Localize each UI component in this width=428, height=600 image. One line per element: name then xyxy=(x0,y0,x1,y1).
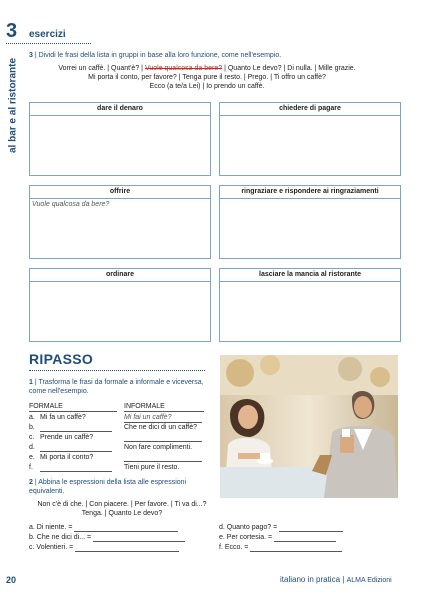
col-rule-formal xyxy=(29,411,117,412)
example-phrase: Vuole qualcosa da bere? xyxy=(144,65,223,72)
table-row: f. Tieni pure il resto. xyxy=(29,464,180,471)
answer-blank[interactable] xyxy=(40,443,112,452)
match-right xyxy=(219,523,409,553)
table-row: a. Mi fa un caffè? Mi fai un caffè? xyxy=(29,413,215,423)
table-row: e. Mi porta il conto? xyxy=(29,453,215,463)
exercise-instruction: Dividi le frasi della lista in gruppi in base alla loro funzione, come nell'esempio. xyxy=(38,52,282,59)
exercise-number: 3 xyxy=(29,52,33,59)
box-chiedere-di-pagare[interactable]: chiedere di pagare xyxy=(219,102,401,176)
page-number: 20 xyxy=(6,575,17,585)
ripasso-title: RIPASSO xyxy=(29,351,94,367)
footer-book: italiano in pratica | ALMA Edizioni xyxy=(280,575,392,584)
unit-number: 3 xyxy=(6,20,18,42)
answer-blank[interactable] xyxy=(40,423,112,432)
list-item: c. Volentieri. = xyxy=(29,543,219,553)
answer-blank[interactable] xyxy=(274,534,336,542)
box-dare-il-denaro[interactable]: dare il denaro xyxy=(29,102,211,176)
match-left xyxy=(29,523,219,553)
table-row: b. Che ne dici di un caffè? xyxy=(29,424,198,431)
answer-blank[interactable] xyxy=(124,433,202,442)
ripasso-ex1-instruction: 1 | Trasforma le frasi da formale a informale e viceversa, come nell'esempio. xyxy=(29,379,204,395)
answer-blank[interactable] xyxy=(74,524,178,532)
expression-list: Non c'è di che. | Con piacere. | Per favore. | Ti va di...? Tenga. | Quanto Le devo? xyxy=(37,501,207,517)
list-item: b. Che ne dici di... = xyxy=(29,533,219,543)
box-ordinare[interactable]: ordinare xyxy=(29,268,211,342)
header-rule xyxy=(6,43,91,44)
table-row: c. Prende un caffè? xyxy=(29,433,215,443)
answer-blank[interactable] xyxy=(124,453,202,462)
list-item: e. Per cortesia. = xyxy=(219,533,409,543)
list-item: a. Di niente. = xyxy=(29,523,219,533)
side-label: al bar e al ristorante xyxy=(7,57,19,154)
exercise-3: 3 | Dividi le frasi della lista in gruppi in base alla loro funzione, come nell'esempio. Vorrei un caffè. | Quant'è? | Vuole qualcosa da bere? | Quanto Le devo? | Di nulla. | Mille grazie. Mi porta il conto, per favore? | Tenga pure il resto. | Prego. | Ti offro un caffè? Ecco (a te/a Lei) | Io prendo un caffè. xyxy=(29,51,409,91)
phrase-list: Vorrei un caffè. | Quant'è? | Vuole qualcosa da bere? | Quanto Le devo? | Di nulla. | Mille grazie. Mi porta il conto, per favore? | Tenga pure il resto. | Prego. | Ti offro un caffè? Ecco (a te/a Lei) | Io prendo un caffè. xyxy=(58,65,356,90)
ripasso-rule xyxy=(29,370,205,371)
list-item: f. Ecco. = xyxy=(219,543,409,553)
col-formale: FORMALE xyxy=(29,403,63,410)
col-rule-informal xyxy=(124,411,204,412)
table-row: d. Non fare complimenti. xyxy=(29,444,193,451)
cafe-photo xyxy=(220,355,398,498)
answer-blank[interactable] xyxy=(93,534,185,542)
box-ringraziare[interactable]: ringraziare e rispondere ai ringraziamenti xyxy=(219,185,401,259)
box-offrire[interactable]: offrire Vuole qualcosa da bere? xyxy=(29,185,211,259)
col-informale: INFORMALE xyxy=(124,403,165,410)
box-lasciare-la-mancia[interactable]: lasciare la mancia al ristorante xyxy=(219,268,401,342)
transform-table xyxy=(29,413,215,473)
section-title: esercizi xyxy=(29,29,66,40)
answer-blank[interactable] xyxy=(250,544,342,552)
ripasso-ex2-instruction: 2 | Abbina le espressioni della lista alle espressioni equivalenti. xyxy=(29,479,187,495)
list-item: d. Quanto pago? = xyxy=(219,523,409,533)
box-example-answer: Vuole qualcosa da bere? xyxy=(32,201,110,208)
answer-blank[interactable] xyxy=(40,463,112,472)
answer-blank[interactable] xyxy=(75,544,179,552)
answer-blank[interactable] xyxy=(279,524,343,532)
